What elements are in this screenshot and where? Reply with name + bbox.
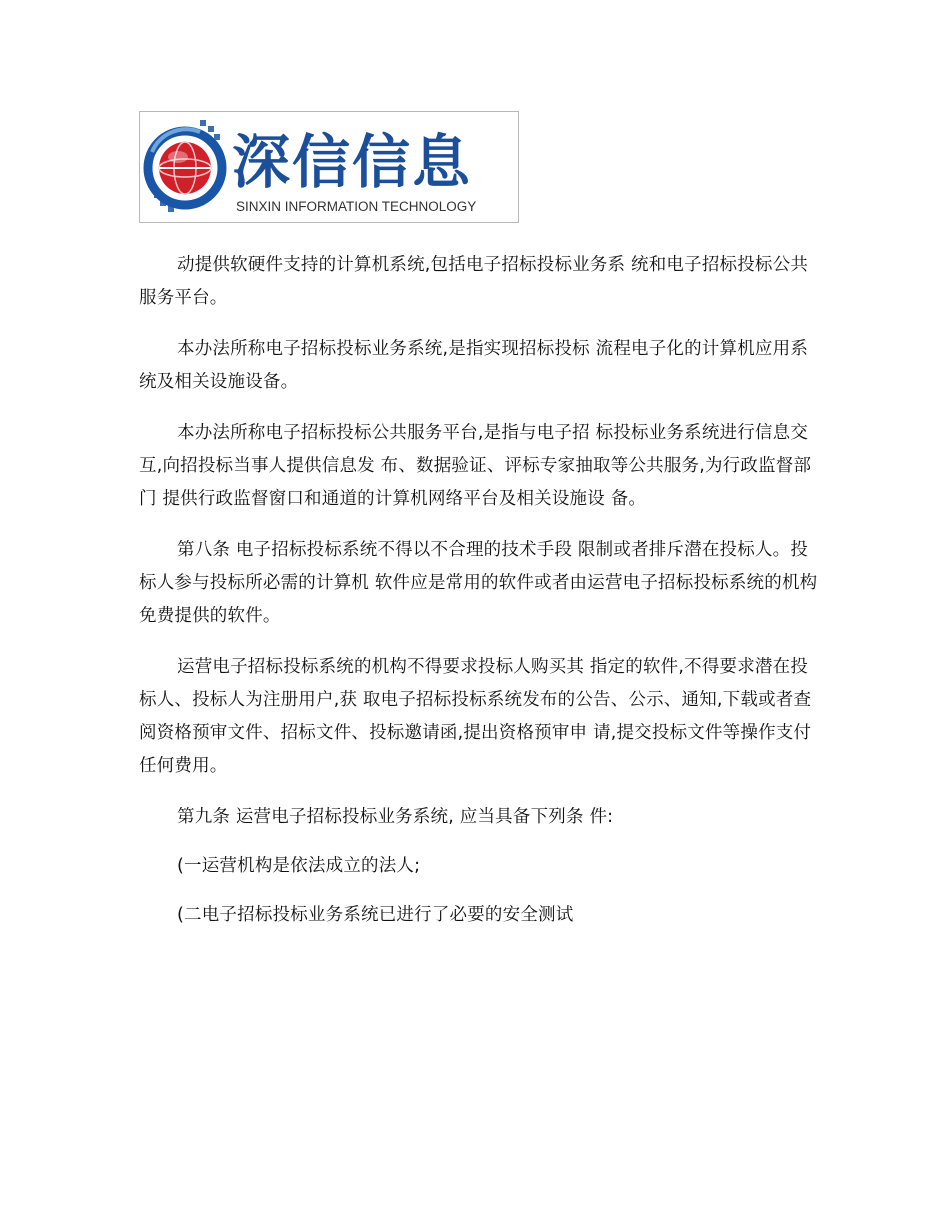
logo-cn-name: 深信信息: [232, 128, 473, 196]
paragraph: 本办法所称电子招标投标公共服务平台,是指与电子招 标投标业务系统进行信息交互,向招投标当事人提供信息发 布、数据验证、评标专家抽取等公共服务,为行政监督部门 提供行政监督窗口和通道的计算机网络平台及相关设施设 备。: [139, 423, 812, 509]
document-body: [139, 249, 819, 948]
paragraph: 动提供软硬件支持的计算机系统,包括电子招标投标业务系 统和电子招标投标公共服务平台。: [139, 255, 809, 308]
list-item: (一运营机构是依法成立的法人;: [177, 856, 421, 876]
paragraph: 本办法所称电子招标投标业务系统,是指实现招标投标 流程电子化的计算机应用系统及相关设施设备。: [139, 339, 809, 392]
company-logo: [139, 111, 519, 223]
paragraph: 运营电子招标投标系统的机构不得要求投标人购买其 指定的软件,不得要求潜在投标人、投标人为注册用户,获 取电子招标投标系统发布的公告、公示、通知,下载或者查 阅资格预审文件、招标文件、投标邀请函,提出资格预审申 请,提交投标文件等操作支付任何费用。: [139, 657, 812, 776]
list-item: (二电子招标投标业务系统已进行了必要的安全测试: [177, 905, 574, 925]
paragraph: 第九条 运营电子招标投标业务系统, 应当具备下列条 件:: [177, 807, 614, 827]
logo-en-name: SINXIN INFORMATION TECHNOLOGY: [236, 199, 477, 214]
paragraph: 第八条 电子招标投标系统不得以不合理的技术手段 限制或者排斥潜在投标人。投标人参与投标所必需的计算机 软件应是常用的软件或者由运营电子招标投标系统的机构 免费提供的软件。: [139, 540, 818, 626]
